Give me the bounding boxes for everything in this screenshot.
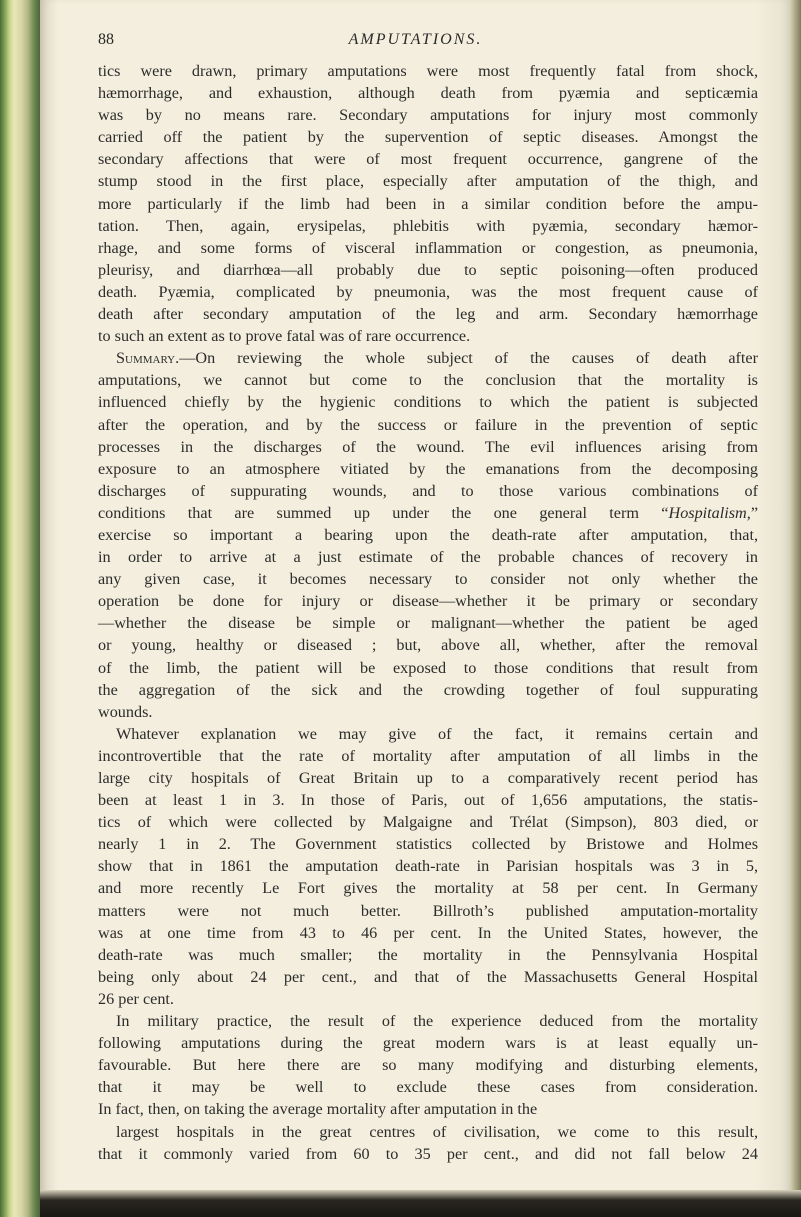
text-line: favourable. But here there are so many modifying and disturbing elements, [98, 1056, 758, 1075]
text-line: largest hospitals in the great centres of civilisation, we come to this result, [116, 1122, 758, 1141]
text-line: show that in 1861 the amputation death-rate in Parisian hospitals was 3 in 5, [98, 857, 758, 876]
text-line: Whatever explanation we may give of the fact, it remains certain and [116, 724, 758, 743]
text-line: wounds. [98, 702, 153, 721]
text-line: in order to arrive at a just estimate of the probable chances of recovery in [98, 548, 758, 567]
text-line: was by no means rare. Secondary amputations for injury most commonly [98, 106, 758, 125]
book-spine [0, 0, 44, 1217]
hospitalism-term: Hospitalism, [668, 503, 751, 522]
body-text [98, 60, 758, 1165]
text-line: following amputations during the great modern wars is at least equally un- [98, 1034, 758, 1053]
text-line: nearly 1 in 2. The Government statistics collected by Bristowe and Holmes [98, 835, 758, 854]
text-line: was at one time from 43 to 46 per cent. In the United States, however, the [98, 923, 758, 942]
text-line: large city hospitals of Great Britain up to a comparatively recent period has [98, 769, 758, 787]
text-line: rhage, and some forms of visceral inflammation or congestion, as pneumonia, [98, 238, 758, 257]
text-line: In military practice, the result of the experience deduced from the mortality [116, 1012, 758, 1031]
page-number: 88 [98, 31, 114, 48]
text-line: and more recently Le Fort gives the mortality at 58 per cent. In Germany [98, 879, 758, 898]
text-line: death-rate was much smaller; the mortality in the Pennsylvania Hospital [98, 945, 758, 964]
text-line: pleurisy, and diarrhœa—all probably due to septic poisoning—often produced [98, 260, 758, 279]
text-line: after the operation, and by the success or failure in the prevention of septic [98, 415, 758, 434]
text-line: of the limb, the patient will be exposed to those conditions that result from [98, 658, 758, 677]
text-line: been at least 1 in 3. In those of Paris, out of 1,656 amputations, the statis- [98, 791, 758, 810]
text-line: death after secondary amputation of the leg and arm. Secondary hæmorrhage [98, 305, 758, 324]
text-line: matters were not much better. Billroth’s published amputation-mortality [98, 901, 758, 920]
text-line: exercise so important a bearing upon the death-rate after amputation, that, [98, 525, 758, 544]
text-line: to such an extent as to prove fatal was of rare occurrence. [98, 327, 471, 346]
text-line: amputations, we cannot but come to the conclusion that the mortality is [98, 371, 758, 390]
text-line: secondary affections that were of most frequent occurrence, gangrene of the [98, 150, 758, 169]
text-line: that it commonly varied from 60 to 35 per cent., and did not fall below 24 [98, 1144, 758, 1163]
text-line: Summary.—On reviewing the whole subject of the causes of death after [116, 349, 758, 368]
text-line: exposure to an atmosphere vitiated by the emanations from the decomposing [98, 459, 758, 478]
text-line: carried off the patient by the supervention of septic diseases. Amongst the [98, 128, 758, 147]
running-title: AMPUTATIONS. [348, 31, 483, 48]
summary-heading: Summary. [116, 349, 180, 368]
text-line: influenced chiefly by the hygienic conditions to which the patient is subjected [98, 393, 758, 412]
text-line: hæmorrhage, and exhaustion, although death from pyæmia and septicæmia [98, 84, 758, 103]
text-line: conditions that are summed up under the one general term “Hospitalism,” [98, 503, 758, 522]
text-line: —whether the disease be simple or malignant—whether the patient be aged [98, 614, 758, 633]
text-line: stump stood in the first place, especially after amputation of the thigh, and [98, 172, 758, 191]
text-line: discharges of suppurating wounds, and to those various combinations of [98, 481, 758, 500]
text-line: being only about 24 per cent., and that of the Massachusetts General Hospital [98, 967, 758, 986]
text-line: more particularly if the limb had been in a similar condition before the ampu- [98, 194, 758, 213]
text-line: death. Pyæmia, complicated by pneumonia, was the most frequent cause of [98, 282, 758, 301]
page-bottom-shadow [40, 1190, 801, 1217]
text-line: any given case, it becomes necessary to consider not only whether the [98, 570, 758, 589]
text-line: processes in the discharges of the wound. The evil influences arising from [98, 437, 758, 456]
text-line: In fact, then, on taking the average mortality after amputation in the [98, 1100, 538, 1119]
text-line: the aggregation of the sick and the crowding together of foul suppurating [98, 680, 758, 699]
text-line: that it may be well to exclude these cases from consideration. [98, 1078, 758, 1097]
text-line: 26 per cent. [98, 989, 174, 1008]
text-line: tics of which were collected by Malgaigne and Trélat (Simpson), 803 died, or [98, 813, 758, 832]
text-line: tation. Then, again, erysipelas, phlebitis with pyæmia, secondary hæmor- [98, 216, 758, 235]
text-line: operation be done for injury or disease—whether it be primary or secondary [98, 592, 758, 611]
page-edge [790, 0, 801, 1217]
text-line: or young, healthy or diseased ; but, above all, whether, after the removal [98, 636, 758, 655]
page-header [40, 0, 791, 60]
text-line: incontrovertible that the rate of mortality after amputation of all limbs in the [98, 746, 758, 765]
text-line: tics were drawn, primary amputations were most frequently fatal from shock, [98, 62, 758, 80]
